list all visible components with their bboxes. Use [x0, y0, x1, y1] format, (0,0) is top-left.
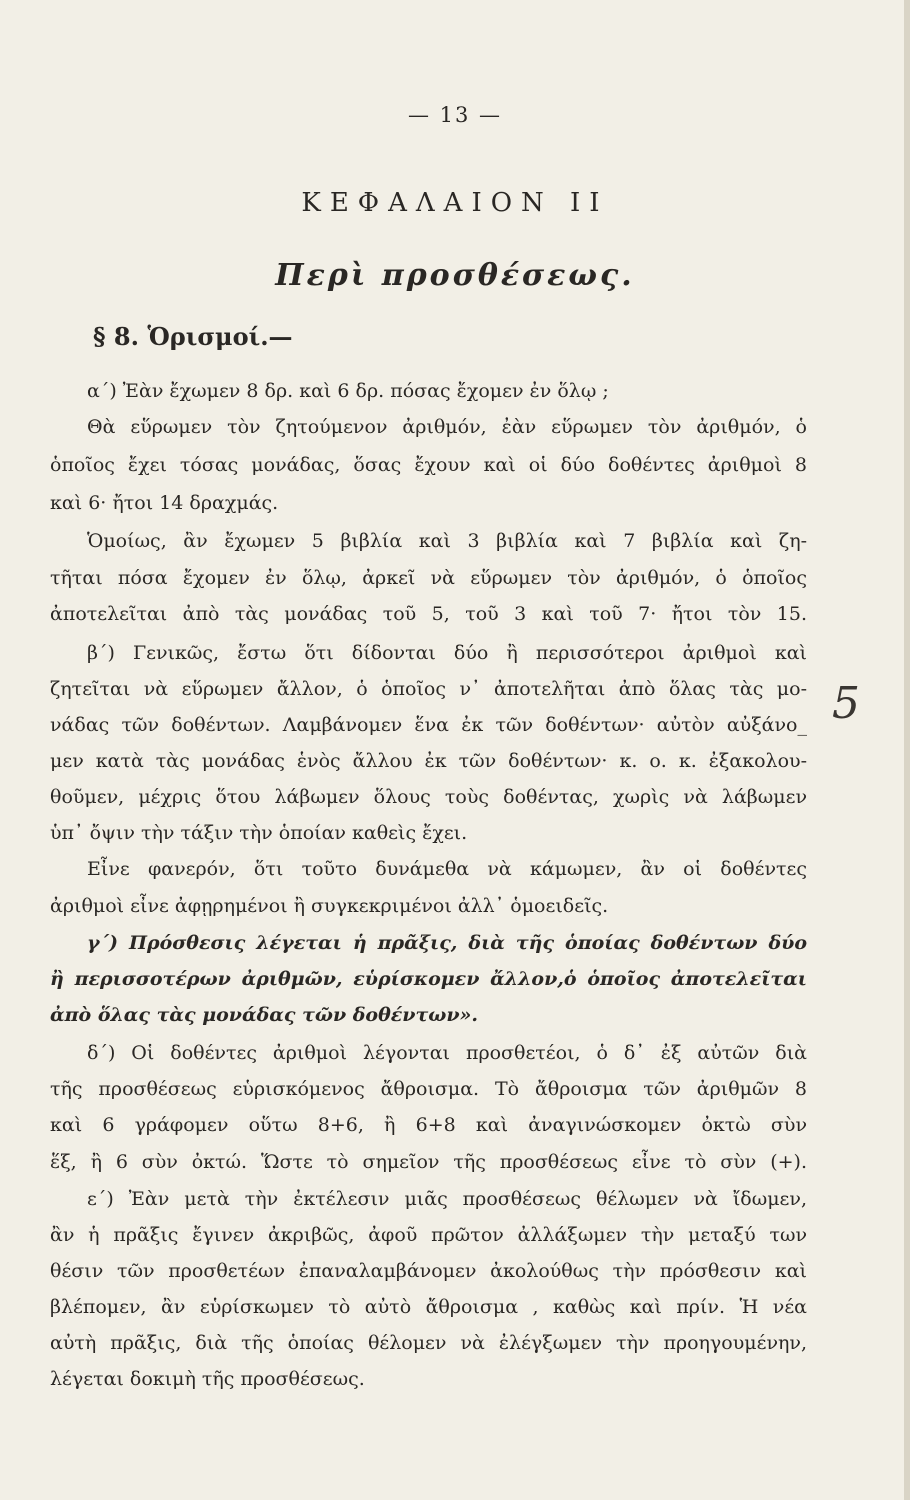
section-heading: § 8. Ὁρισμοί.—	[93, 322, 293, 351]
handwritten-margin-note: 5	[832, 678, 860, 729]
text-line: ὑπ᾿ ὄψιν τὴν τάξιν τὴν ὁποίαν καθεὶς ἔχει.	[50, 822, 468, 844]
page-edge	[904, 0, 910, 1500]
text-line: καὶ 6 γράφομεν οὕτω 8+6, ἢ 6+8 καὶ ἀναγινώσκομεν ὀκτὼ σὺν	[50, 1114, 807, 1136]
text-line: β΄) Γενικῶς, ἔστω ὅτι δίδονται δύο ἢ περισσότεροι ἀριθμοὶ καὶ	[87, 642, 807, 664]
text-line: νάδας τῶν δοθέντων. Λαμβάνομεν ἕνα ἐκ τῶν δοθέντων· αὐτὸν αὐξάνο_	[50, 714, 807, 736]
text-line: Εἶνε φανερόν, ὅτι τοῦτο δυνάμεθα νὰ κάμωμεν, ἂν οἱ δοθέντες	[87, 858, 807, 880]
text-line: τῆται πόσα ἔχομεν ἐν ὅλῳ, ἀρκεῖ νὰ εὕρωμεν τὸν ἀριθμόν, ὁ ὁποῖος	[50, 567, 807, 589]
text-line: Θὰ εὕρωμεν τὸν ζητούμενον ἀριθμόν, ἐὰν εὕρωμεν τὸν ἀριθμόν, ὁ	[87, 416, 807, 438]
text-line: θέσιν τῶν προσθετέων ἐπαναλαμβάνομεν ἀκολούθως τὴν πρόσθεσιν καὶ	[50, 1260, 807, 1282]
chapter-heading: ΚΕΦΑΛΑΙΟΝ ΙΙ	[301, 188, 609, 218]
text-line: καὶ 6· ἤτοι 14 δραχμάς.	[50, 492, 279, 514]
text-line: ἕξ, ἢ 6 σὺν ὀκτώ. Ὥστε τὸ σημεῖον τῆς προσθέσεως εἶνε τὸ σὺν (+).	[50, 1151, 807, 1173]
text-line: αὐτὴ πρᾶξις, διὰ τῆς ὁποίας θέλομεν νὰ ἐλέγξωμεν τὴν προηγουμένην,	[50, 1332, 807, 1354]
text-line: ε΄) Ἐὰν μετὰ τὴν ἐκτέλεσιν μιᾶς προσθέσεως θέλωμεν νὰ ἴδωμεν,	[87, 1188, 807, 1210]
definition-line: ἢ περισσοτέρων ἀριθμῶν, εὑρίσκομεν ἄλλον,ὁ ὁποῖος ἀποτελεῖται	[50, 968, 807, 990]
text-line: θοῦμεν, μέχρις ὅτου λάβωμεν ὅλους τοὺς δοθέντας, χωρὶς νὰ λάβωμεν	[50, 786, 807, 808]
text-line: μεν κατὰ τὰς μονάδας ἑνὸς ἄλλου ἐκ τῶν δοθέντων· κ. ο. κ. ἐξακολου-	[50, 750, 807, 772]
text-line: δ΄) Οἱ δοθέντες ἀριθμοὶ λέγονται προσθετέοι, ὁ δ᾿ ἐξ αὐτῶν διὰ	[87, 1042, 807, 1064]
text-line: τῆς προσθέσεως εὑρισκόμενος ἄθροισμα. Τὸ ἄθροισμα τῶν ἀριθμῶν 8	[50, 1078, 807, 1100]
definition-line: ἀπὸ ὅλας τὰς μονάδας τῶν δοθέντων».	[50, 1004, 479, 1026]
text-line: α΄) Ἐὰν ἔχωμεν 8 δρ. καὶ 6 δρ. πόσας ἔχομεν ἐν ὅλῳ ;	[87, 380, 609, 402]
text-line: λέγεται δοκιμὴ τῆς προσθέσεως.	[50, 1368, 365, 1390]
text-line: ζητεῖται νὰ εὕρωμεν ἄλλον, ὁ ὁποῖος ν᾿ ἀποτελῆται ἀπὸ ὅλας τὰς μο-	[50, 678, 807, 700]
text-line: ἀποτελεῖται ἀπὸ τὰς μονάδας τοῦ 5, τοῦ 3 καὶ τοῦ 7· ἤτοι τὸν 15.	[50, 603, 807, 625]
page-number: — 13 —	[407, 103, 503, 127]
text-line: ὁποῖος ἔχει τόσας μονάδας, ὅσας ἔχουν καὶ οἱ δύο δοθέντες ἀριθμοὶ 8	[50, 454, 807, 476]
text-line: ἀριθμοὶ εἶνε ἀφῃρημένοι ἢ συγκεκριμένοι ἀλλ᾿ ὁμοειδεῖς.	[50, 895, 609, 917]
text-line: ἂν ἡ πρᾶξις ἔγινεν ἀκριβῶς, ἀφοῦ πρῶτον ἀλλάξωμεν τὴν μεταξύ των	[50, 1224, 807, 1246]
chapter-subtitle: Περὶ προσθέσεως.	[275, 258, 635, 293]
text-line: βλέπομεν, ἂν εὑρίσκωμεν τὸ αὐτὸ ἄθροισμα , καθὼς καὶ πρίν. Ἡ νέα	[50, 1296, 807, 1318]
text-line: Ὁμοίως, ἂν ἔχωμεν 5 βιβλία καὶ 3 βιβλία καὶ 7 βιβλία καὶ ζη-	[87, 530, 807, 552]
definition-line: γ΄) Πρόσθεσις λέγεται ἡ πρᾶξις, διὰ τῆς ὁποίας δοθέντων δύο	[87, 932, 807, 954]
